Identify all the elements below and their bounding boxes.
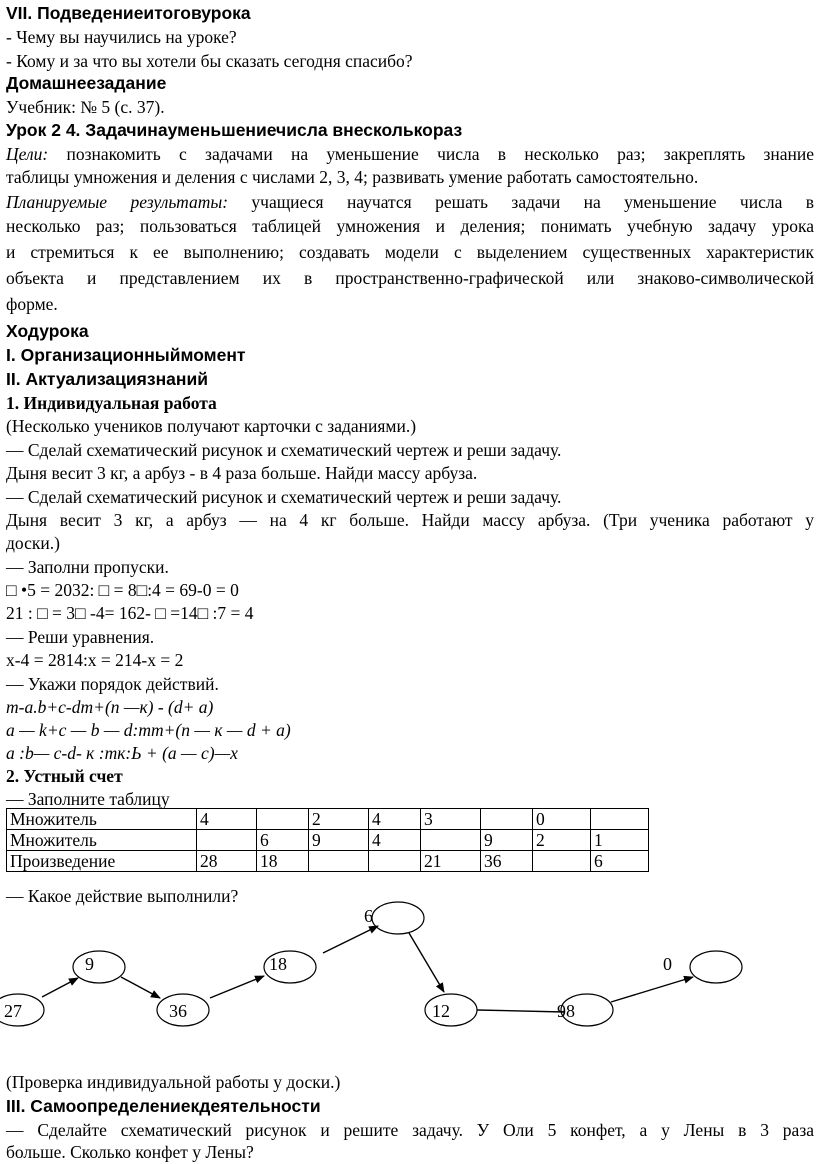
- arrow-36-18: [210, 976, 264, 998]
- table-cell: 9: [309, 830, 369, 851]
- table-row: [7, 830, 649, 851]
- table-cell: 36: [481, 851, 533, 872]
- results-line-2: несколько раз; пользоваться таблицей умножения и деления; понимать учебную задачу урока: [6, 216, 814, 236]
- lesson-goals-line-2: таблицы умножения и деления с числами 2, 3, 4; развивать умение работать самостоятельно.: [6, 167, 699, 187]
- table-cell: [197, 830, 257, 851]
- node-18-label: 18: [269, 954, 287, 974]
- goals-label: Цели:: [6, 144, 49, 164]
- table-cell: Множитель: [7, 830, 197, 851]
- task-2: — Сделай схематический рисунок и схематический чертеж и реши задачу.: [6, 487, 562, 507]
- task-2-text-1: Дыня весит 3 кг, а арбуз — на 4 кг больше. Найди массу арбуза. (Три ученика работают у: [6, 510, 814, 530]
- which-action-question: — Какое действие выполнили?: [6, 886, 239, 906]
- results-line-3: и стремиться к ее выполнению; создавать модели с выделением существенных характеристик: [6, 242, 814, 262]
- part-1-note: (Несколько учеников получают карточки с заданиями.): [6, 416, 417, 436]
- table-cell: [533, 851, 591, 872]
- table-cell: 4: [197, 809, 257, 830]
- table-cell: 1: [591, 830, 649, 851]
- table-cell: [421, 830, 481, 851]
- arrow-98-0: [611, 977, 693, 1002]
- table-cell: [309, 851, 369, 872]
- node-0-oval: [690, 951, 742, 983]
- task-3-line-1: □ •5 = 2032: □ = 8□:4 = 69-0 = 0: [6, 580, 239, 600]
- table-row: [7, 809, 649, 830]
- table-cell: 0: [533, 809, 591, 830]
- results-label: Планируемые результаты:: [6, 192, 229, 212]
- expression-1: m-a.b+c-dm+(n —к) - (d+ а): [6, 697, 214, 717]
- chain-diagram: [0, 900, 816, 1040]
- table-cell: 28: [197, 851, 257, 872]
- task-3: — Заполни пропуски.: [6, 557, 169, 577]
- homework-text: Учебник: № 5 (с. 37).: [6, 97, 165, 117]
- section-7-title: VII. Подведениеитоговурока: [6, 3, 251, 23]
- table-cell: 21: [421, 851, 481, 872]
- lesson-title: Урок 2 4. Задачинауменьшениечисла внесколькораз: [6, 120, 463, 140]
- arrow-27-9: [42, 978, 78, 997]
- stage-2-title: II. Актуализациязнаний: [6, 369, 208, 389]
- stage-1-title: I. Организационныймомент: [6, 345, 246, 365]
- task-5: — Укажи порядок действий.: [6, 674, 219, 694]
- node-12-label: 12: [432, 1001, 450, 1021]
- table-cell: Произведение: [7, 851, 197, 872]
- task-4-line-1: х-4 = 2814:х = 214-х = 2: [6, 650, 184, 670]
- table-cell: 4: [369, 809, 421, 830]
- course-title: Ходурока: [6, 321, 89, 341]
- node-27-label: 27: [4, 1001, 22, 1021]
- results-line-1: Планируемые результаты: учащиеся научатся решать задачи на уменьшение числа в: [6, 192, 814, 212]
- table-cell: 4: [369, 830, 421, 851]
- part-1-title: 1. Индивидуальная работа: [6, 393, 217, 413]
- task-1-text: Дыня весит 3 кг, а арбуз - в 4 раза больше. Найди массу арбуза.: [6, 463, 478, 483]
- table-cell: 6: [591, 851, 649, 872]
- table-cell: 9: [481, 830, 533, 851]
- table-cell: 3: [421, 809, 481, 830]
- node-9-label: 9: [85, 954, 94, 974]
- table-cell: [591, 809, 649, 830]
- task-3-line-2: 21 : □ = 3□ -4= 162- □ =14□ :7 = 4: [6, 603, 254, 623]
- results-line-5: форме.: [6, 294, 58, 314]
- node-98-label: 98: [557, 1001, 575, 1021]
- node-6-oval: [372, 902, 424, 934]
- node-6-label: 6: [364, 906, 373, 926]
- arrow-18-6: [323, 926, 378, 953]
- check-note: (Проверка индивидуальной работы у доски.): [6, 1072, 341, 1092]
- lesson-goals-line-1: Цели: познакомить с задачами на уменьшение числа в несколько раз; закреплять знание: [6, 144, 815, 164]
- summary-question-2: - Кому и за что вы хотели бы сказать сегодня спасибо?: [6, 51, 413, 71]
- line-12-98: [477, 1010, 564, 1012]
- task-4: — Реши уравнения.: [6, 627, 155, 647]
- results-line-4: объекта и представлением их в пространственно-графической или знаково-символической: [6, 268, 814, 288]
- table-cell: [481, 809, 533, 830]
- node-9-oval: [73, 951, 125, 983]
- table-cell: 2: [533, 830, 591, 851]
- homework-title: Домашнеезадание: [6, 73, 167, 93]
- expression-3: a :b— c-d- к :тк:Ь + (а — с)—х: [6, 743, 238, 763]
- table-cell: [369, 851, 421, 872]
- task-2-text-2: доски.): [6, 533, 60, 553]
- table-cell: 2: [309, 809, 369, 830]
- section-3-task-line-2: больше. Сколько конфет у Лены?: [6, 1142, 254, 1162]
- section-3-task-line-1: — Сделайте схематический рисунок и решите задачу. У Оли 5 конфет, а у Лены в 3 раза: [6, 1120, 814, 1140]
- table-cell: 18: [257, 851, 309, 872]
- part-2-title: 2. Устный счет: [6, 766, 123, 786]
- expression-2: a — k+c — b — d:mm+(n — к — d + а): [6, 720, 291, 740]
- table-row: [7, 851, 649, 872]
- table-cell: 6: [257, 830, 309, 851]
- task-1: — Сделай схематический рисунок и схематический чертеж и реши задачу.: [6, 440, 562, 460]
- summary-question-1: - Чему вы научились на уроке?: [6, 27, 237, 47]
- node-0-label: 0: [663, 954, 672, 974]
- fill-table-instruction: — Заполните таблицу: [6, 789, 170, 809]
- multiplication-table: [6, 808, 649, 872]
- arrow-9-36: [121, 977, 160, 998]
- table-cell: [257, 809, 309, 830]
- section-3-title: III. Самоопределениекдеятельности: [6, 1096, 321, 1116]
- node-36-label: 36: [169, 1001, 187, 1021]
- table-cell: Множитель: [7, 809, 197, 830]
- arrow-6-12: [409, 933, 444, 992]
